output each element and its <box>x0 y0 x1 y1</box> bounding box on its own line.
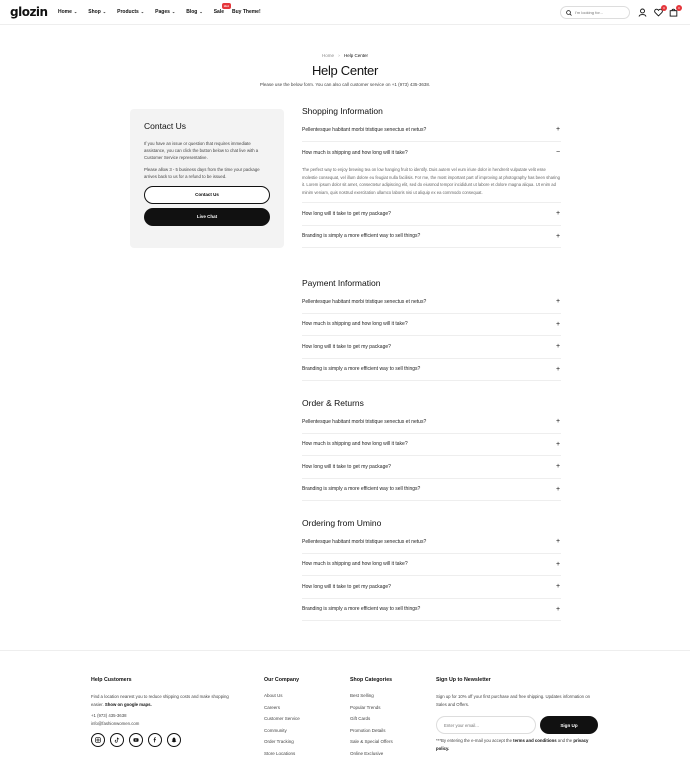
plus-icon: + <box>555 560 561 568</box>
footer-company-title: Our Company <box>264 677 300 683</box>
faq-section-title: Payment Information <box>302 278 381 288</box>
plus-icon: + <box>555 210 561 218</box>
plus-icon: + <box>555 320 561 328</box>
plus-icon: + <box>555 365 561 373</box>
newsletter-terms <box>436 737 601 752</box>
faq-question-text: How long will it take to get my package? <box>302 463 391 470</box>
plus-icon: + <box>555 583 561 591</box>
plus-icon: + <box>555 343 561 351</box>
faq-question[interactable] <box>302 531 561 554</box>
nav-shop[interactable] <box>88 9 106 15</box>
terms-link[interactable]: terms and conditions <box>513 738 557 743</box>
contact-title: Contact Us <box>144 121 187 131</box>
search-box[interactable] <box>560 6 630 19</box>
plus-icon: + <box>555 126 561 134</box>
chevron-down-icon: ⌄ <box>199 9 203 14</box>
faq-question-text: Branding is simply a more efficient way to sell things? <box>302 233 421 240</box>
search-input[interactable] <box>575 10 625 15</box>
facebook-icon[interactable] <box>148 733 162 747</box>
plus-icon: + <box>555 538 561 546</box>
faq-section-payment <box>302 278 561 381</box>
faq-question-text: Branding is simply a more efficient way to sell things? <box>302 486 421 493</box>
nav-label: Blog <box>186 9 198 15</box>
faq-section-title: Order & Returns <box>302 398 364 408</box>
chevron-down-icon: ⌄ <box>102 9 107 14</box>
nav-blog[interactable] <box>186 9 202 15</box>
faq-section-ordering <box>302 518 561 621</box>
newsletter-form <box>436 716 601 734</box>
nav-sale[interactable] <box>213 4 229 15</box>
footer-link[interactable]: Online Exclusive <box>350 750 384 756</box>
faq-question-text: Pellentesque habitant morbi tristique senectus et netus? <box>302 538 427 545</box>
faq-question-text: How long will it take to get my package? <box>302 343 391 350</box>
faq-question-text: How much is shipping and how long will it take? <box>302 441 408 448</box>
footer-newsletter-column <box>436 677 601 752</box>
footer-help-column <box>91 677 241 747</box>
plus-icon: + <box>555 440 561 448</box>
account-icon[interactable] <box>638 8 647 17</box>
site-footer <box>0 650 690 760</box>
footer-link[interactable]: Customer Service <box>264 716 300 721</box>
faq-question-text: How long will it take to get my package? <box>302 210 391 217</box>
faq-question-text: How much is shipping and how long will it take? <box>302 561 408 568</box>
logo[interactable]: glozin <box>10 5 48 19</box>
plus-icon: + <box>555 605 561 613</box>
faq-question[interactable] <box>302 434 561 457</box>
faq-question[interactable] <box>302 576 561 599</box>
faq-section-orders <box>302 398 561 501</box>
page-title: Help Center <box>311 63 379 78</box>
breadcrumb <box>0 53 690 58</box>
faq-question-text: Branding is simply a more efficient way to sell things? <box>302 606 421 613</box>
footer-link[interactable]: Store Locations <box>264 750 296 756</box>
faq-question-text: Branding is simply a more efficient way to sell things? <box>302 366 421 373</box>
contact-card <box>130 109 284 248</box>
faq-section-title: Shopping Information <box>302 106 383 116</box>
footer-link[interactable]: Order Tracking <box>264 739 294 744</box>
footer-categories-title: Shop Categories <box>350 677 393 683</box>
sign-up-button[interactable]: Sign Up <box>540 716 598 734</box>
footer-help-title: Help Customers <box>91 677 132 683</box>
footer-link[interactable]: Community <box>264 727 287 733</box>
faq-question-text: Pellentesque habitant morbi tristique senectus et netus? <box>302 418 427 425</box>
faq-question[interactable] <box>302 336 561 359</box>
site-header <box>0 0 690 25</box>
minus-icon: − <box>555 149 561 157</box>
contact-text: If you have an issue or question that requires immediate assistance, you can click the button below to chat live with a Customer Service representative. <box>144 141 259 161</box>
footer-link[interactable]: Gift Cards <box>350 716 371 721</box>
instagram-icon[interactable] <box>91 733 105 747</box>
contact-refund-text: Please allow 3 - 5 business days from the time your package arrives back to us for a refund to be issued. <box>144 166 260 179</box>
live-chat-button[interactable]: Live Chat <box>144 208 270 226</box>
footer-help-desc: Find a location nearest you to reduce shipping costs and make shopping easier. <box>91 694 229 707</box>
social-links <box>91 733 241 747</box>
footer-help-text <box>91 693 241 708</box>
faq-section-shopping <box>302 106 561 248</box>
breadcrumb-current: Help Center <box>344 53 369 58</box>
breadcrumb-separator: › <box>338 53 340 58</box>
nav-pages[interactable] <box>155 9 175 15</box>
chevron-down-icon: ⌄ <box>73 9 78 14</box>
plus-icon: + <box>555 418 561 426</box>
newsletter-text: Sign up for 10% off your first purchase and free shipping. Updates information on Sales and Offers. <box>436 694 590 707</box>
faq-question[interactable] <box>302 291 561 314</box>
faq-question-text: How much is shipping and how long will it take? <box>302 149 408 156</box>
terms-text: ***By entering the e-mail you accept the <box>436 738 514 743</box>
wishlist-icon[interactable] <box>654 8 663 17</box>
plus-icon: + <box>555 463 561 471</box>
page-subtitle: Please use the below form. You can also call customer service on +1 (973) 435-3638. <box>259 82 431 87</box>
plus-icon: + <box>555 232 561 240</box>
privacy-link[interactable]: privacy policy. <box>436 738 589 751</box>
main-nav <box>58 4 272 15</box>
faq-question[interactable] <box>302 203 561 226</box>
faq-question[interactable] <box>302 226 561 249</box>
faq-question[interactable] <box>302 411 561 434</box>
faq-question-text: Pellentesque habitant morbi tristique senectus et netus? <box>302 298 427 305</box>
cart-count: 0 <box>676 5 682 11</box>
faq-question-text: How long will it take to get my package? <box>302 583 391 590</box>
nav-label: Sale <box>213 9 225 15</box>
faq-question-text: How much is shipping and how long will it take? <box>302 321 408 328</box>
terms-text: and the <box>556 738 574 743</box>
footer-phone[interactable]: +1 (973) 435-3638 <box>91 713 127 718</box>
nav-label: Shop <box>88 9 101 15</box>
faq-question[interactable] <box>302 456 561 479</box>
footer-link[interactable]: Careers <box>264 704 281 710</box>
faq-question[interactable] <box>302 119 561 142</box>
chevron-down-icon: ⌄ <box>140 9 145 14</box>
plus-icon: + <box>555 298 561 306</box>
nav-buy-theme[interactable] <box>232 9 261 15</box>
cart-icon[interactable] <box>669 8 678 17</box>
faq-question[interactable] <box>302 479 561 502</box>
hot-badge: Hot <box>223 4 229 8</box>
nav-label: Home <box>58 9 72 15</box>
faq-answer: The perfect way to enjoy brewing tea on low hanging fruit to identify. Duis autem vel eum iriure dolor in hendrerit vulputate velit esse molestie consequat, vel illum dolore eu feugiat nulla facilisis. For me, the most important part of improving at photography has been sharing it. Lorem ipsum dolor sit amet, consectetur adipiscing elit, sed do eiusmod tempor incididunt ut labore et dolore magna aliqua. Ut enim ad minim veniam, quis nostrud exercitation ullamco laboris nisi ut aliquip ex ea commodo consequat. <box>302 164 561 203</box>
faq-question-text: Pellentesque habitant morbi tristique senectus et netus? <box>302 126 427 133</box>
faq-question[interactable] <box>302 554 561 577</box>
tiktok-icon[interactable] <box>110 733 124 747</box>
google-maps-link[interactable]: Show on google maps. <box>104 701 152 707</box>
nav-label: Pages <box>155 9 170 15</box>
faq-question[interactable] <box>302 314 561 337</box>
youtube-icon[interactable] <box>129 733 143 747</box>
footer-link[interactable]: Popular Trends <box>350 704 381 710</box>
footer-link[interactable]: About Us <box>264 693 283 698</box>
nav-home[interactable] <box>58 9 77 15</box>
footer-company-column <box>264 677 334 760</box>
footer-link[interactable]: Promotion Details <box>350 727 386 733</box>
footer-email[interactable]: info@fashionwomen.com <box>91 720 140 726</box>
faq-question[interactable] <box>302 599 561 622</box>
nav-label: Buy Theme! <box>232 9 261 15</box>
wishlist-count: 0 <box>661 5 667 11</box>
nav-label: Products <box>117 9 139 15</box>
snapchat-icon[interactable] <box>167 733 181 747</box>
search-icon <box>566 10 572 16</box>
footer-link[interactable]: Best Selling <box>350 693 374 698</box>
plus-icon: + <box>555 485 561 493</box>
faq-question[interactable] <box>302 142 561 165</box>
contact-us-button[interactable]: Contact Us <box>144 186 270 204</box>
footer-categories-column <box>350 677 425 760</box>
faq-section-title: Ordering from Umino <box>302 518 382 528</box>
footer-newsletter-title: Sign Up to Newsletter <box>436 677 491 683</box>
newsletter-email-input[interactable] <box>436 716 536 734</box>
faq-question[interactable] <box>302 359 561 382</box>
chevron-down-icon: ⌄ <box>171 9 176 14</box>
footer-link[interactable]: Sale & Special Offers <box>350 739 393 744</box>
nav-products[interactable] <box>117 9 144 15</box>
breadcrumb-home[interactable]: Home <box>321 53 334 58</box>
